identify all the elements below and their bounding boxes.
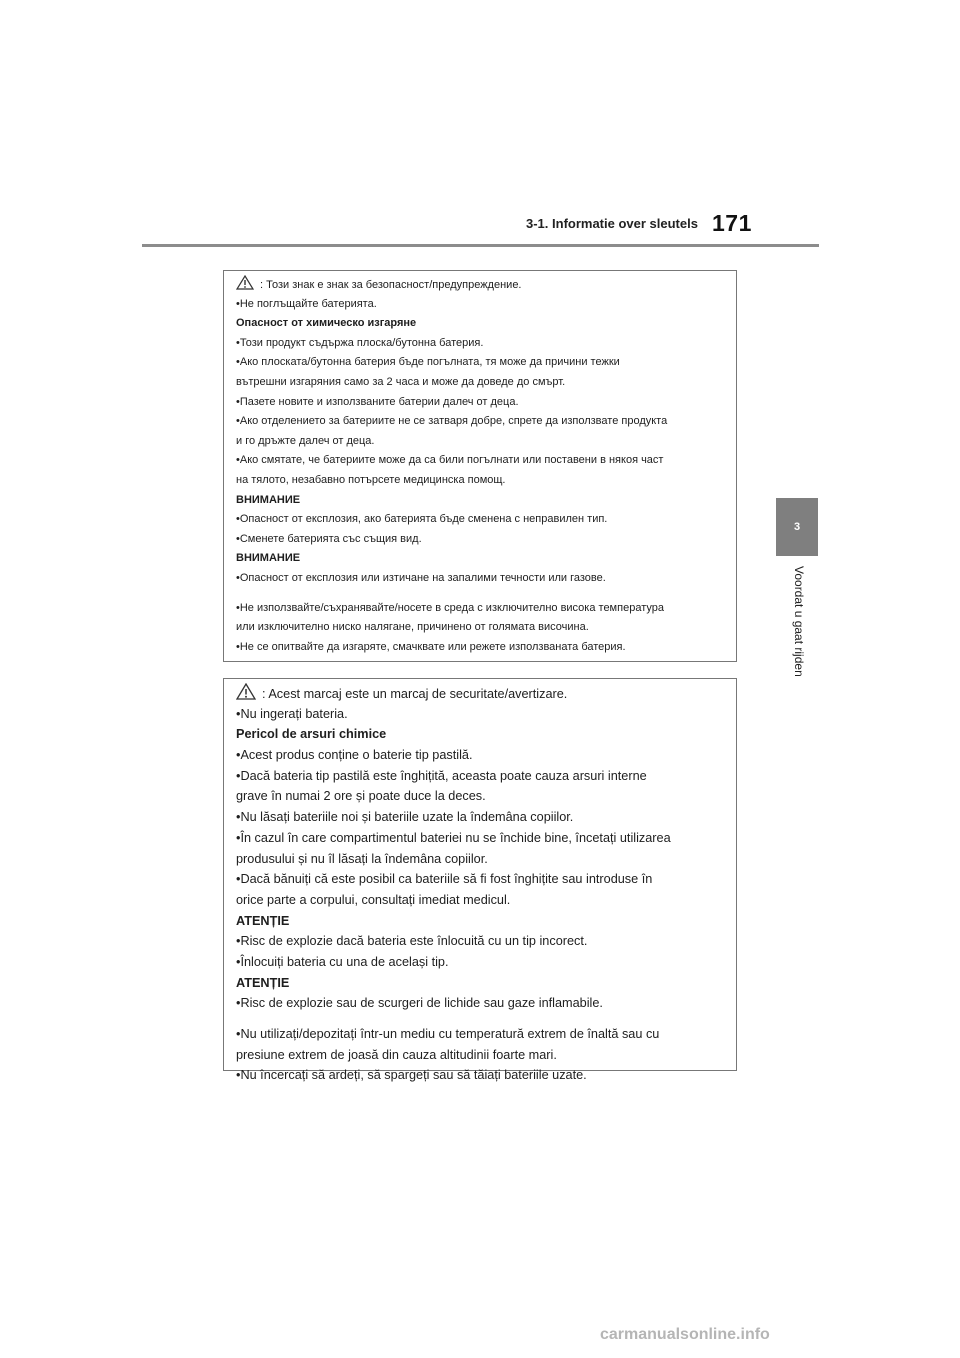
list-item: на тялото, незабавно потърсете медицинска помощ. [236, 473, 506, 486]
header-divider [142, 244, 819, 247]
page-number: 171 [712, 210, 752, 236]
list-item: orice parte a corpului, consultați imediat medicul. [236, 892, 511, 907]
list-item: •Този продукт съдържа плоска/бутонна батерия. [236, 336, 484, 349]
list-item: •Risc de explozie sau de scurgeri de lichide sau gaze inflamabile. [236, 996, 603, 1011]
list-item: •Сменете батерията със същия вид. [236, 532, 422, 545]
list-item: •În cazul în care compartimentul bateriei nu se închide bine, încetați utilizarea [236, 830, 671, 845]
list-item: grave în numai 2 ore și poate duce la deces. [236, 789, 486, 804]
list-item: •Nu încercați să ardeți, să spargeți sau să tăiați bateriile uzate. [236, 1068, 587, 1083]
romanian-warning-box [223, 678, 737, 1083]
list-item: presiune extrem de joasă din cauza altitudinii foarte mari. [236, 1047, 557, 1062]
list-item: вътрешни изгаряния само за 2 часа и може да доведе до смърт. [236, 375, 566, 388]
list-item: •Nu utilizați/depozitați într-un mediu cu temperatură extrem de înaltă sau cu [236, 1027, 660, 1041]
caution-heading: ATENȚIE [236, 975, 290, 990]
list-item: и го дръжте далеч от деца. [236, 434, 375, 447]
chapter-number: 3 [793, 521, 801, 533]
list-item: •Опасност от експлозия или изтичане на запалими течности или газове. [236, 571, 606, 584]
warning-triangle-icon [236, 275, 254, 290]
list-item: или изключително ниско налягане, причинено от голямата височина. [236, 621, 589, 634]
list-item: •Ако плоската/бутонна батерия бъде погълната, тя може да причини тежки [236, 356, 620, 369]
section-heading: Опасност от химическо изгаряне [236, 317, 417, 330]
list-item: •Опасност от експлозия, ако батерията бъде сменена с неправилен тип. [236, 513, 608, 526]
list-item: produsului și nu îl lăsați la îndemâna copiilor. [236, 851, 488, 866]
site-watermark: carmanualsonline.info [600, 1326, 770, 1343]
caution-heading: ВНИМАНИЕ [236, 493, 301, 506]
list-item: •Ако смятате, че батериите може да са били погълнати или поставени в някоя част [236, 454, 664, 467]
warning-legend-line: : Acest marcaj este un marcaj de securitate/avertizare. [236, 683, 726, 704]
list-item: •Acest produs conține o baterie tip pastilă. [236, 748, 473, 763]
list-item: •Не се опитвайте да изгаряте, смачквате или режете използваната батерия. [236, 640, 626, 653]
chapter-tab [776, 498, 818, 556]
caution-heading: ATENȚIE [236, 913, 290, 928]
list-item: •Înlocuiți bateria cu una de același tip. [236, 954, 449, 969]
list-item: •Пазете новите и използваните батерии далеч от деца. [236, 395, 519, 408]
list-item: •Nu lăsați bateriile noi și bateriile uzate la îndemâna copiilor. [236, 810, 574, 825]
list-item: •Nu ingerați bateria. [236, 706, 348, 721]
section-title: 3-1. Informatie over sleutels [526, 216, 698, 231]
warning-triangle-icon [236, 683, 256, 700]
bulgarian-warning-box [223, 270, 737, 662]
list-item: •Dacă bateria tip pastilă este înghițită, aceasta poate cauza arsuri interne [236, 768, 647, 783]
chapter-side-label: Voordat u gaat rijden [792, 566, 806, 677]
list-item: •Risc de explozie dacă bateria este înlocuită cu un tip incorect. [236, 934, 588, 949]
caution-heading: ВНИМАНИЕ [236, 552, 301, 565]
list-item: •Ако отделението за батериите не се затваря добре, спрете да използвате продукта [236, 415, 668, 428]
list-item: •Не поглъщайте батерията. [236, 297, 377, 310]
list-item: •Dacă bănuiți că este posibil ca bateriile să fi fost înghițite sau introduse în [236, 872, 653, 887]
warning-legend-line: : Този знак е знак за безопасност/предупреждение. [236, 275, 726, 295]
section-heading: Pericol de arsuri chimice [236, 727, 387, 742]
list-item: •Не използвайте/съхранявайте/носете в среда с изключително висока температура [236, 601, 664, 614]
